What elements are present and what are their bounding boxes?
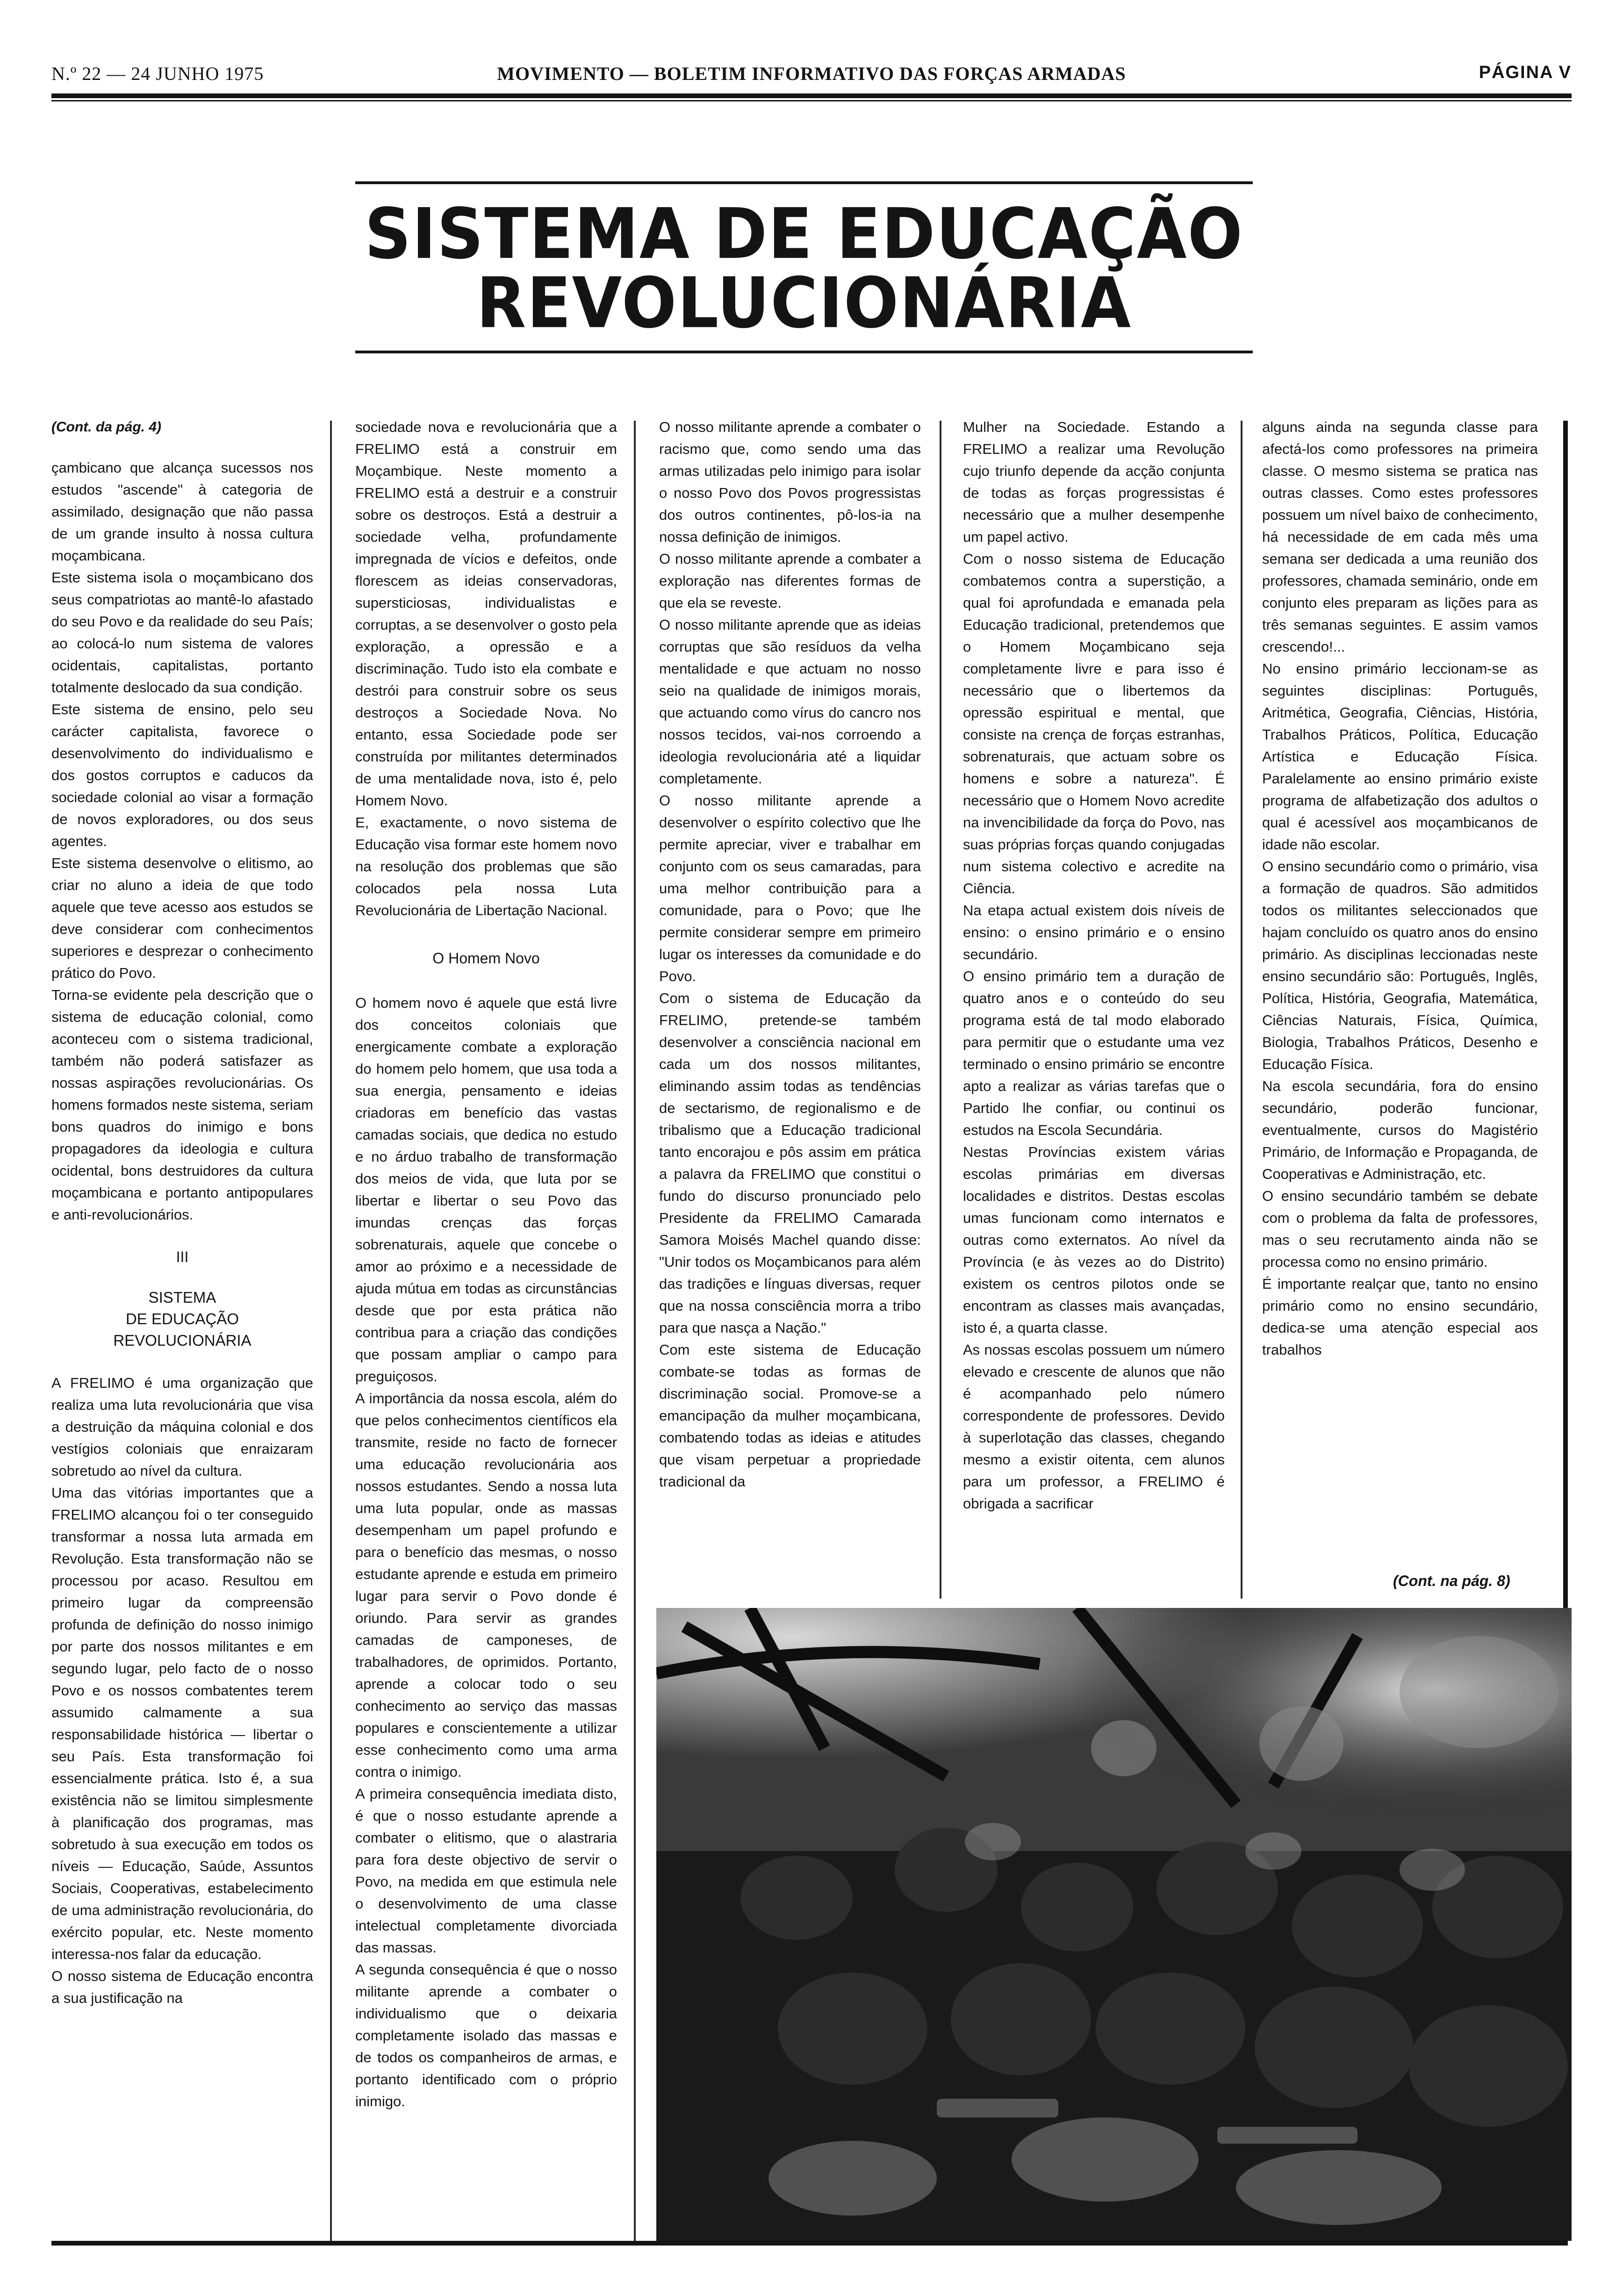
title-line-2: REVOLUCIONÁRIA xyxy=(476,262,1132,344)
paragraph: Mulher na Sociedade. Estando a FRELIMO a realizar uma Revolução cujo triunfo depende da acção conjunta de todas as forças progressistas é necessário que a mulher desempenhe um papel activo. xyxy=(963,419,1225,545)
paragraph: É importante realçar que, tanto no ensino primário como no ensino secundário, dedica-se uma atenção especial aos trabalhos xyxy=(1262,1276,1538,1358)
paragraph: No ensino primário leccionam-se as seguintes disciplinas: Português, Aritmética, Geografia, Ciências, História, Trabalhos Práticos, Política, Educação Artística e Educação Física. Paralelamente ao ensino primário existe programa de alfabetização dos adultos o qual é acessível aos moçambicanos de idade não escolar. xyxy=(1262,660,1538,853)
header-rule xyxy=(51,93,1572,98)
title-bottom-rule xyxy=(355,351,1253,353)
subheading: O Homem Novo xyxy=(432,950,540,967)
section-heading-line: DE EDUCAÇÃO xyxy=(125,1310,239,1327)
header-rule-thin xyxy=(51,100,1572,101)
paragraph: O homem novo é aquele que está livre dos conceitos coloniais que energicamente combate a exploração do homem pelo homem, que usa toda a sua energia, pensamento e ideias criadoras em benefício das vastas camadas sociais, que dedica no estudo e no árduo trabalho de transformação dos meios de vida, que luta por se libertar e libertar o seu Povo das imundas crenças das forças sobrenaturais, aquele que concebe o amor ao próximo e a necessidade de ajuda mútua em todas as circunstâncias desde que por esta prática não contribua para a criação das condições que possam ampliar o campo para preguiçosos. xyxy=(355,995,617,1385)
paragraph: Uma das vitórias importantes que a FRELIMO alcançou foi o ter conseguido transformar a nossa luta armada em Revolução. Esta transformação não se processou por acaso. Resultou em primeiro lugar da compreensão profunda de definição do nosso inimigo por parte dos nossos militantes e em segundo lugar, pelo facto de o nosso Povo e os nossos combatentes terem assumido calmamente a sua responsabilidade histórica — libertar o seu País. Esta transformação foi essencialmente prática. Isto é, a sua existência não se limitou simplesmente à planificação dos programas, mas sobretudo à sua execução em todos os níveis — Educação, Saúde, Assuntos Sociais, Cooperativas, estabelecimento de uma administração revolucionária, do exército popular, etc. Neste momento interessa-nos falar da educação. xyxy=(51,1485,313,1962)
paragraph: O nosso militante aprende que as ideias corruptas que são resíduos da velha mentalidade e que actuam no nosso seio na qualidade de inimigos morais, que actuando como vírus do cancro nos nossos tecidos, vai-nos corroendo a ideologia revolucionária até a liquidar completamente. xyxy=(659,617,921,787)
paragraph: A FRELIMO é uma organização que realiza uma luta revolucionária que visa a destruição da máquina colonial e dos vestígios coloniais que enraizaram sobretudo ao nível da cultura. xyxy=(51,1375,313,1479)
paragraph: A primeira consequência imediata disto, é que o nosso estudante aprende a combater o elitismo, que o alastraria para fora deste objectivo de servir o Povo, na medida em que estimula nele o desenvolvimento de uma classe intelectual completamente divorciada das massas. xyxy=(355,1786,617,1956)
continued-on: (Cont. na pág. 8) xyxy=(1393,1572,1510,1589)
paragraph: O ensino primário tem a duração de quatro anos e o conteúdo do seu programa está de tal modo elaborado para permitir que o estudante uma vez terminado o ensino primário se encontre apto a realizar as várias tarefas que o Partido lhe confiar, ou continui os estudos na Escola Secundária. xyxy=(963,968,1225,1138)
paragraph: O nosso sistema de Educação encontra a sua justificação na xyxy=(51,1968,313,2006)
paragraph: O ensino secundário também se debate com o problema da falta de professores, mas o seu recrutamento ainda não se processa como no ensino primário. xyxy=(1262,1188,1538,1270)
paragraph: O ensino secundário como o primário, visa a formação de quadros. São admitidos todos os militantes seleccionados que hajam concluído os quatro anos do ensino primário. As disciplinas leccionadas neste ensino secundário são: Português, Inglês, Política, História, Geografia, Matemática, Ciências Naturais, Física, Química, Biologia, Trabalhos Práticos, Desenho e Educação Física. xyxy=(1262,858,1538,1072)
paragraph: E, exactamente, o novo sistema de Educação visa formar este homem novo na resolução dos problemas que são colocados pela nossa Luta Revolucionária de Libertação Nacional. xyxy=(355,814,617,918)
paragraph: Este sistema desenvolve o elitismo, ao criar no aluno a ideia de que todo aquele que teve acesso aos estudos se deve considerar com conhecimentos superiores e desprezar o conhecimento prático do Povo. xyxy=(51,855,313,981)
article-title xyxy=(355,181,1253,354)
section-heading-line: SISTEMA xyxy=(148,1289,216,1306)
paragraph: Com o nosso sistema de Educação combatemos contra a superstição, a qual foi aprofundada e emanada pela Educação tradicional, pretendemos que o Homem Moçambicano seja completamente livre e para isso é necessário que o libertemos da opressão espiritual e mental, que consiste na crença de forças estranhas, sobrenaturais, que actuam sobre os homens e sobre a natureza". É necessário que o Homem Novo acredite na invencibilidade da força do Povo, nas suas próprias forças quando conjugadas num sistema colectivo e acredite na Ciência. xyxy=(963,551,1225,897)
paragraph: O nosso militante aprende a combater a exploração nas diferentes formas de que ela se reveste. xyxy=(659,551,921,611)
paragraph: A segunda consequência é que o nosso militante aprende a combater o individualismo que o deixaria completamente isolado das massas e de todos os companheiros de armas, e portanto identificado com o próprio inimigo. xyxy=(355,1961,617,2109)
paragraph: Com o sistema de Educação da FRELIMO, pretende-se também desenvolver a consciência nacional em cada um dos nossos militantes, eliminando assim todas as tendências de sectarismo, de regionalismo e de tribalismo que a Educação tradicional tanto encorajou e pôs assim em prática a palavra da FRELIMO que constitui o fundo do discurso pronunciado pelo Presidente da FRELIMO Camarada Samora Moisés Machel quando disse: "Unir todos os Moçambicanos para além das tradições e línguas diversas, requer que na nossa consciência morra a tribo para que nasça a Nação." xyxy=(659,990,921,1336)
paragraph: As nossas escolas possuem um número elevado e crescente de alunos que não é acompanhado pelo número correspondente de professores. Devido à superlotação das classes, chegando mesmo a existir oitenta, cem alunos para um professor, a FRELIMO é obrigada a sacrificar xyxy=(963,1342,1225,1512)
column-5 xyxy=(1262,416,1538,1557)
column-4 xyxy=(963,416,1225,1594)
paragraph: O nosso militante aprende a desenvolver o espírito colectivo que lhe permite apreciar, viver e trabalhar em conjunto com os seus camaradas, para uma melhor contribuição para a comunidade, para o Povo; que lhe permite considerar sempre em primeiro lugar os interesses da comunidade e do Povo. xyxy=(659,792,921,984)
paragraph: O nosso militante aprende a combater o racismo que, como sendo uma das armas utilizadas pelo inimigo para isolar o nosso Povo dos Povos progressistas dos outros continentes, pô-los-ia na nossa definição de inimigos. xyxy=(659,419,921,545)
publication-name: MOVIMENTO — BOLETIM INFORMATIVO DAS FORÇAS ARMADAS xyxy=(497,63,1126,84)
column-separator xyxy=(940,421,941,1599)
column-separator xyxy=(1241,421,1242,1599)
paragraph: Este sistema de ensino, pelo seu carácter capitalista, favorece o desenvolvimento do individualismo e dos gostos corruptos e caducos da sociedade colonial ao visar a formação de novos exploradores, ou dos seus agentes. xyxy=(51,701,313,849)
paragraph: A importância da nossa escola, além do que pelos conhecimentos científicos ela transmite, reside no facto de fornecer uma educação revolucionária aos nossos estudantes. Sendo a nossa luta uma luta popular, onde as massas desempenham um papel profundo e para o benefício das mesmas, o nosso estudante aprende e estuda em primeiro lugar para servir o Povo donde é oriundo. Para servir as grandes camadas de camponeses, de trabalhadores, de oprimidos. Portanto, aprende a colocar todo o seu conhecimento ao serviço das massas populares e conscientemente a utilizar esse conhecimento como uma arma contra o inimigo. xyxy=(355,1390,617,1780)
paragraph: Com este sistema de Educação combate-se todas as formas de discriminação social. Promove-se a emancipação da mulher moçambicana, combatendo todas as ideias e atitudes que visam perpetuar a propriedade tradicional da xyxy=(659,1342,921,1490)
issue-date: N.º 22 — 24 JUNHO 1975 xyxy=(51,63,264,84)
students-seated-outdoors-photo xyxy=(656,1608,1572,2241)
column-separator xyxy=(330,421,332,2244)
section-number: III xyxy=(176,1248,189,1265)
column-2 xyxy=(355,416,617,2239)
title-line-1: SISTEMA DE EDUCAÇÃO xyxy=(365,193,1243,275)
section-heading xyxy=(51,1287,313,1351)
frame-bottom-rule xyxy=(51,2241,1568,2246)
paragraph: Na etapa actual existem dois níveis de ensino: o ensino primário e o ensino secundário. xyxy=(963,902,1225,962)
paragraph: alguns ainda na segunda classe para afectá-los como professores na primeira classe. O mesmo sistema se pratica nas outras classes. Como estes professores possuem um nível baixo de conhecimento, há necessidade de em cada mês uma semana ser dedicada a uma reunião dos professores, chamada seminário, onde em conjunto eles preparam as lições para as três semanas seguintes. E assim vamos crescendo!... xyxy=(1262,419,1538,655)
paragraph: Este sistema isola o moçambicano dos seus compatriotas ao mantê-lo afastado do seu Povo e da realidade do seu País; ao colocá-lo num sistema de valores ocidentais, capitalistas, portanto totalmente deslocado da sua condição. xyxy=(51,569,313,696)
title-top-rule xyxy=(355,181,1253,184)
paragraph: Torna-se evidente pela descrição que o sistema de educação colonial, como aconteceu com o sistema tradicional, também não poderá satisfazer as nossas aspirações revolucionárias. Os homens formados neste sistema, seriam bons quadros do inimigo e bons propagadores da ideologia e cultura ocidental, bons destruidores da cultura moçambicana e portanto antipopulares e anti-revolucionários. xyxy=(51,987,313,1223)
paragraph: Na escola secundária, fora do ensino secundário, poderão funcionar, eventualmente, cursos do Magistério Primário, de Informação e Propaganda, de Cooperativas e Administração, etc. xyxy=(1262,1078,1538,1182)
section-heading-line: REVOLUCIONÁRIA xyxy=(113,1332,251,1349)
column-3 xyxy=(659,416,921,1594)
column-1 xyxy=(51,416,313,2239)
page-number: PÁGINA V xyxy=(1479,63,1572,82)
continued-from: (Cont. da pág. 4) xyxy=(51,419,161,435)
page-header xyxy=(51,56,1572,93)
paragraph: sociedade nova e revolucionária que a FRELIMO está a construir em Moçambique. Neste momento a FRELIMO está a destruir e a construir sobre os destroços. Está a destruir a sociedade velha, profundamente impregnada de vícios e defeitos, onde florescem as ideias conservadoras, supersticiosas, individualistas e corruptas, a se desenvolver o gosto pela exploração, a opressão e a discriminação. Tudo isto ela combate e destrói para construir sobre os seus destroços a Sociedade Nova. No entanto, essa Sociedade pode ser construída por militantes determinados de uma mentalidade nova, isto é, pelo Homem Novo. xyxy=(355,419,617,809)
paragraph: Nestas Províncias existem várias escolas primárias em diversas localidades e distritos. Destas escolas umas funcionam como internatos e outras como externatos. Ao nível da Província (e às vezes ao do Distrito) existem os centros pilotos onde se encontram as classes mais avançadas, isto é, a quarta classe. xyxy=(963,1144,1225,1336)
paragraph: çambicano que alcança sucessos nos estudos "ascende" à categoria de assimilado, designação que não passa de um grande insulto à nossa cultura moçambicana. xyxy=(51,459,313,564)
column-separator xyxy=(634,421,636,2244)
